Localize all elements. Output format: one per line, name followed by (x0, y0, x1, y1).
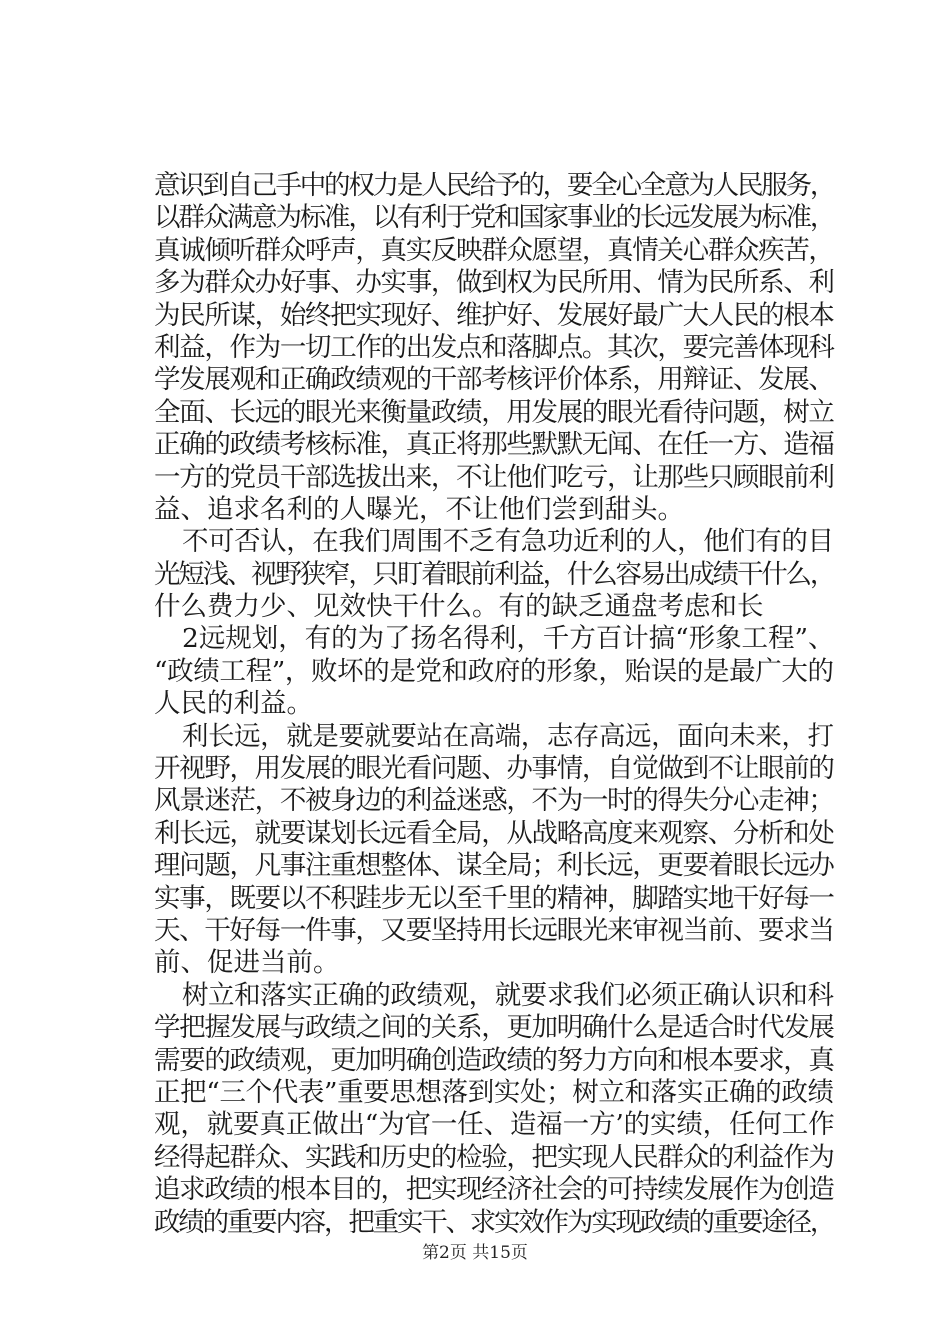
text-line: 益、追求名利的人曝光，不让他们尝到甜头。 (154, 493, 684, 525)
text-line: 一方的党员干部选拔出来，不让他们吃亏，让那些只顾眼前利 (154, 461, 834, 493)
text-line: 开视野，用发展的眼光看问题、办事情，自觉做到不让眼前的 (154, 753, 834, 785)
text-line: 真诚倾听群众呼声，真实反映群众愿望，真情关心群众疾苦， (154, 234, 834, 266)
text-line: 全面、长远的眼光来衡量政绩，用发展的眼光看待问题，树立 (154, 396, 834, 428)
document-body (154, 170, 834, 1239)
text-line: 理问题，凡事注重想整体、谋全局；利长远，更要着眼长远办 (154, 850, 834, 882)
text-line: 什么费力少、见效快干什么。有的缺乏通盘考虑和长 (154, 591, 764, 623)
text-line: 为民所谋，始终把实现好、维护好、发展好最广大人民的根本 (154, 299, 834, 331)
text-line: 正确的政绩考核标准，真正将那些默默无闻、在任一方、造福 (154, 429, 834, 461)
text-line: 经得起群众、实践和历史的检验，把实现人民群众的利益作为 (154, 1141, 834, 1173)
text-line: 实事，既要以不积跬步无以至千里的精神，脚踏实地干好每一 (154, 882, 834, 914)
text-line: 不可否认，在我们周围不乏有急功近利的人，他们有的目 (182, 526, 834, 558)
text-line: “政绩工程”，败坏的是党和政府的形象，贻误的是最广大的 (154, 655, 834, 687)
text-line: 利长远，就要谋划长远看全局，从战略高度来观察、分析和处 (154, 817, 834, 849)
text-line: 追求政绩的根本目的，把实现经济社会的可持续发展作为创造 (154, 1174, 834, 1206)
text-line: 前、促进当前。 (154, 947, 340, 979)
text-line: 以群众满意为标准，以有利于党和国家事业的长远发展为标准， (154, 202, 835, 234)
text-line: 学发展观和正确政绩观的干部考核评价体系，用辩证、发展、 (154, 364, 834, 396)
text-line: 树立和落实正确的政绩观，就要求我们必须正确认识和科 (182, 979, 834, 1011)
text-line: 需要的政绩观，更加明确创造政绩的努力方向和根本要求，真 (154, 1044, 834, 1076)
page-footer: 第2页 共15页 (422, 1243, 528, 1263)
text-line: 多为群众办好事、办实事，做到权为民所用、情为民所系、利 (154, 267, 834, 299)
text-line: 正把“三个代表”重要思想落到实处；树立和落实正确的政绩 (154, 1076, 834, 1108)
text-line: 2远规划，有的为了扬名得利，千方百计搞“形象工程”、 (182, 623, 835, 655)
text-line: 天、干好每一件事，又要坚持用长远眼光来审视当前、要求当 (154, 914, 834, 946)
text-line: 光短浅、视野狭窄，只盯着眼前利益，什么容易出成绩干什么， (154, 558, 835, 590)
text-line: 学把握发展与政绩之间的关系，更加明确什么是适合时代发展 (154, 1012, 834, 1044)
text-line: 利长远，就是要就要站在高端，志存高远，面向未来，打 (182, 720, 834, 752)
text-line: 风景迷茫，不被身边的利益迷惑，不为一时的得失分心走神； (154, 785, 834, 817)
text-line: 利益，作为一切工作的出发点和落脚点。其次，要完善体现科 (154, 331, 834, 363)
text-line: 人民的利益。 (154, 688, 313, 720)
text-line: 政绩的重要内容，把重实干、求实效作为实现政绩的重要途径， (154, 1206, 835, 1238)
text-line: 观，就要真正做出“为官一任、造福一方’的实绩，任何工作 (154, 1109, 835, 1141)
text-line: 意识到自己手中的权力是人民给予的，要全心全意为人民服务， (154, 170, 835, 201)
